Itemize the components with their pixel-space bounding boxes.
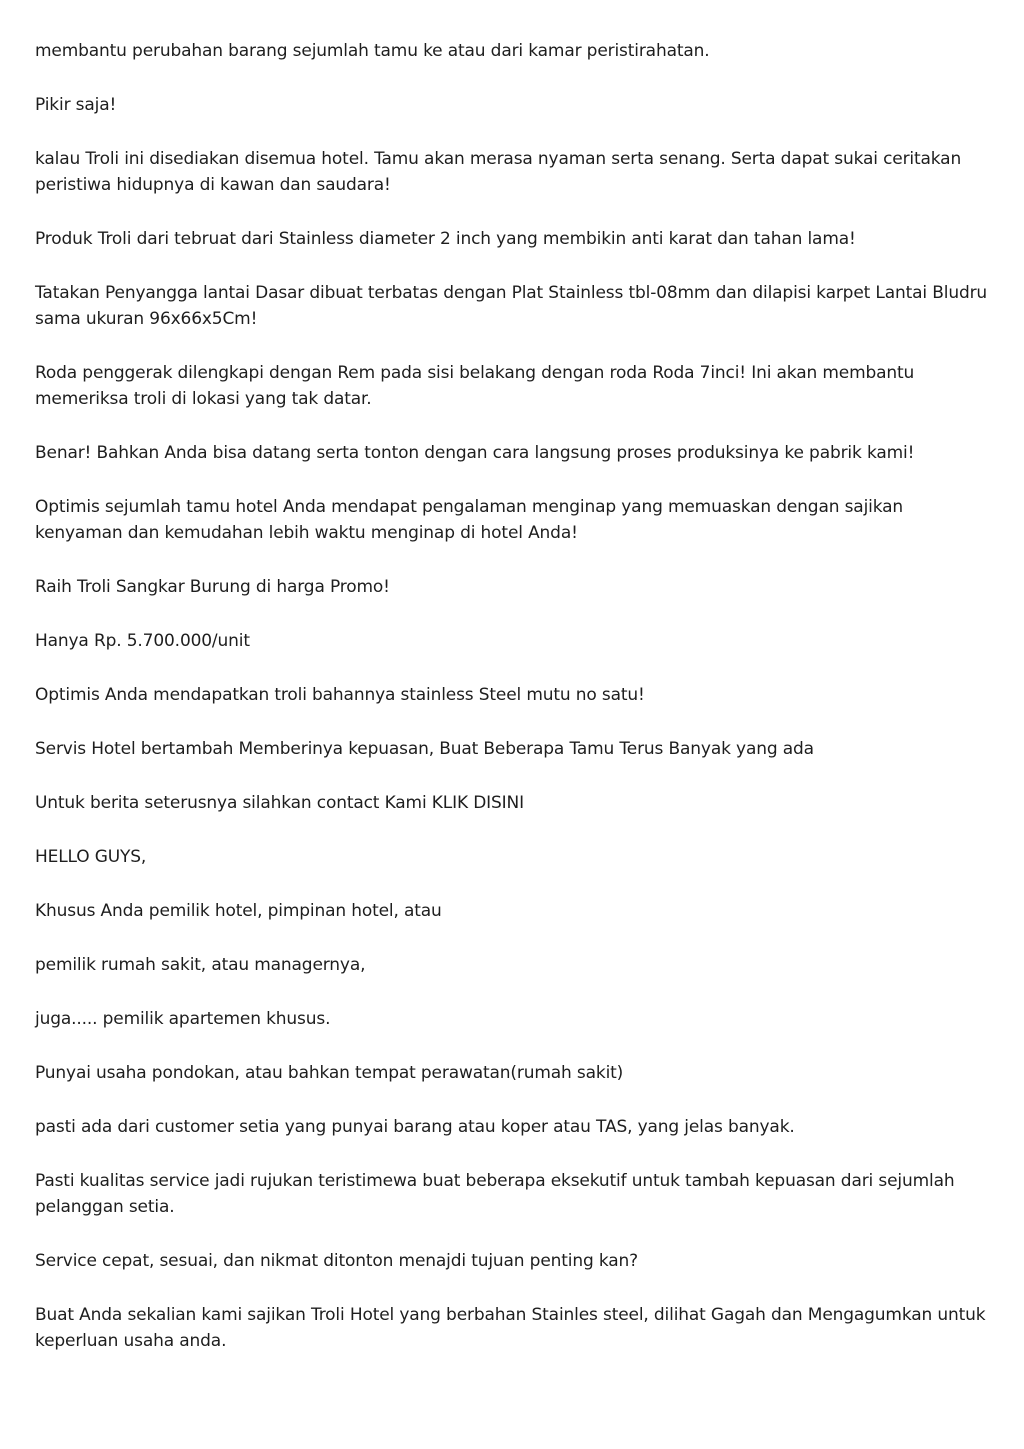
paragraph: Optimis sejumlah tamu hotel Anda mendapat pengalaman menginap yang memuaskan dengan sajikan kenyaman dan kemudahan lebih waktu menginap di hotel Anda! <box>35 497 904 543</box>
paragraph: juga..... pemilik apartemen khusus. <box>35 1009 331 1029</box>
paragraph: Buat Anda sekalian kami sajikan Troli Hotel yang berbahan Stainles steel, dilihat Gagah dan Mengagumkan untuk keperluan usaha anda. <box>35 1305 986 1351</box>
paragraph: pasti ada dari customer setia yang punyai barang atau koper atau TAS, yang jelas banyak. <box>35 1117 795 1137</box>
paragraph: Raih Troli Sangkar Burung di harga Promo! <box>35 577 390 597</box>
paragraph: HELLO GUYS, <box>35 847 147 867</box>
paragraph: Tatakan Penyangga lantai Dasar dibuat terbatas dengan Plat Stainless tbl-08mm dan dilapisi karpet Lantai Bludru sama ukuran 96x66x5Cm! <box>35 283 988 329</box>
paragraph: Optimis Anda mendapatkan troli bahannya stainless Steel mutu no satu! <box>35 685 645 705</box>
paragraph: kalau Troli ini disediakan disemua hotel. Tamu akan merasa nyaman serta senang. Serta dapat sukai ceritakan peristiwa hidupnya di kawan dan saudara! <box>35 149 962 195</box>
paragraph: Service cepat, sesuai, dan nikmat ditonton menajdi tujuan penting kan? <box>35 1251 639 1271</box>
paragraph: Punyai usaha pondokan, atau bahkan tempat perawatan(rumah sakit) <box>35 1063 624 1083</box>
paragraph: Servis Hotel bertambah Memberinya kepuasan, Buat Beberapa Tamu Terus Banyak yang ada <box>35 739 814 759</box>
paragraph: Pasti kualitas service jadi rujukan teristimewa buat beberapa eksekutif untuk tambah kepuasan dari sejumlah pelanggan setia. <box>35 1171 955 1217</box>
price-paragraph: Hanya Rp. 5.700.000/unit <box>35 631 250 651</box>
paragraph: Pikir saja! <box>35 95 117 115</box>
document-body <box>35 38 995 1382</box>
paragraph: Produk Troli dari tebruat dari Stainless diameter 2 inch yang membikin anti karat dan tahan lama! <box>35 229 856 249</box>
contact-paragraph: Untuk berita seterusnya silahkan contact Kami KLIK DISINI <box>35 793 524 813</box>
paragraph: Khusus Anda pemilik hotel, pimpinan hotel, atau <box>35 901 442 921</box>
paragraph: Roda penggerak dilengkapi dengan Rem pada sisi belakang dengan roda Roda 7inci! Ini akan membantu memeriksa troli di lokasi yang tak datar. <box>35 363 915 409</box>
paragraph: pemilik rumah sakit, atau managernya, <box>35 955 366 975</box>
paragraph: membantu perubahan barang sejumlah tamu ke atau dari kamar peristirahatan. <box>35 41 710 61</box>
paragraph: Benar! Bahkan Anda bisa datang serta tonton dengan cara langsung proses produksinya ke pabrik kami! <box>35 443 915 463</box>
